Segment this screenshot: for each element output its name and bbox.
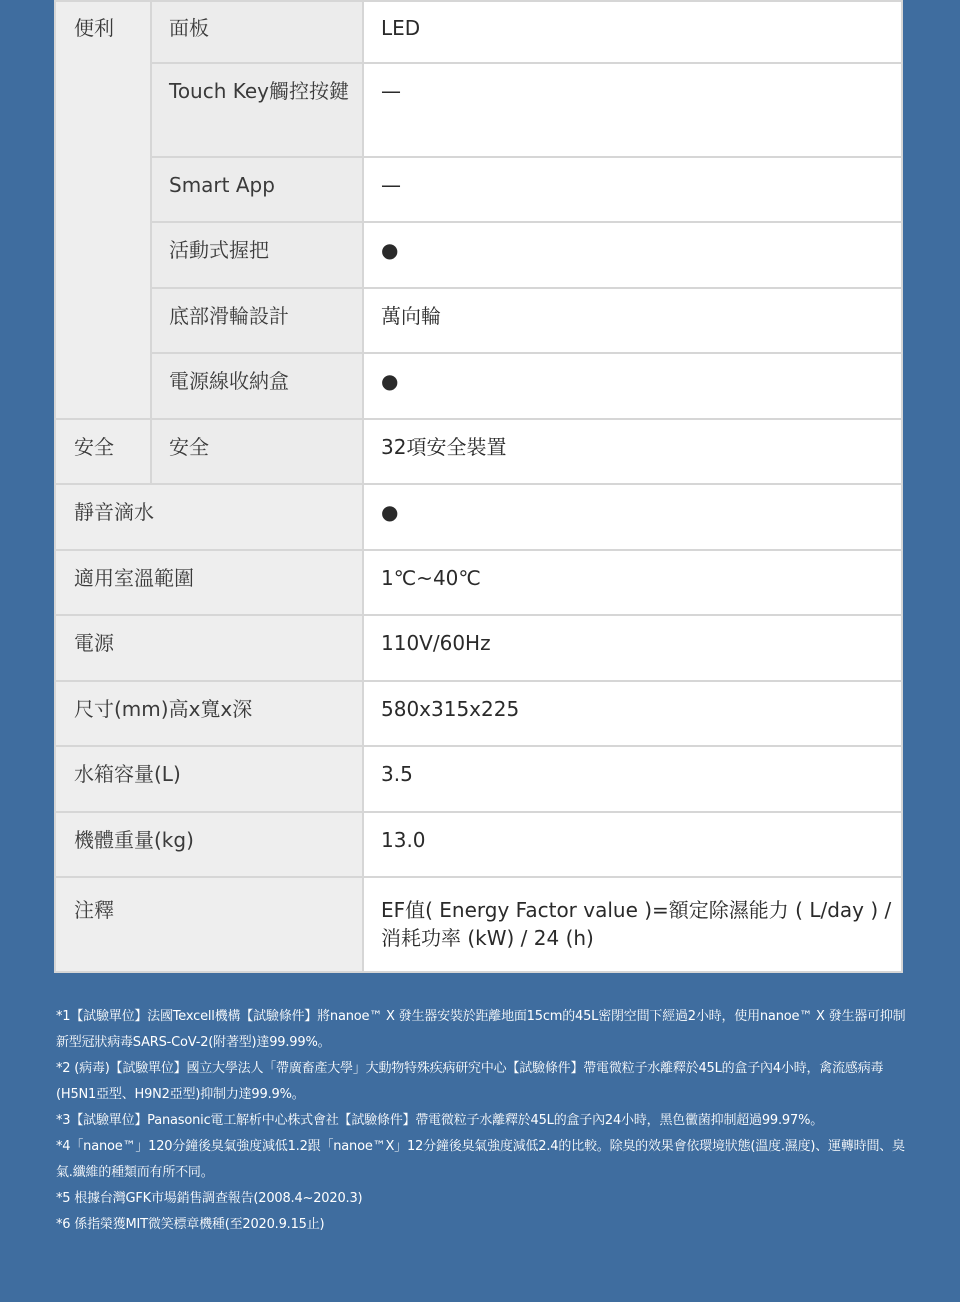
- feature-label: 面板: [151, 1, 363, 63]
- spec-value: 580x315x225: [363, 681, 902, 746]
- spec-label: 機體重量(kg): [55, 812, 363, 877]
- footnote: *6 係指榮獲MIT微笑標章機種(至2020.9.15止): [56, 1217, 325, 1232]
- table-row: [55, 63, 902, 157]
- spec-value: 13.0: [363, 812, 902, 877]
- spec-label: 適用室溫範圍: [55, 550, 363, 615]
- feature-value: —: [363, 157, 902, 222]
- footnote: *5 根據台灣GFK市場銷售調查報告(2008.4~2020.3): [56, 1191, 363, 1206]
- feature-label: 安全: [151, 419, 363, 484]
- table-row: [55, 419, 902, 484]
- feature-label: 底部滑輪設計: [151, 288, 363, 353]
- spec-label: 注釋: [55, 877, 363, 972]
- footnote: *2 (病毒)【試驗單位】國立大學法人「帶廣畜產大學」大動物特殊疾病研究中心【試驗條件】帶電微粒子水離釋於45L的盒子內4小時，禽流感病毒(H5N1亞型、H9N2亞型)抑制力達99.9%。: [56, 1061, 884, 1102]
- footnote: *3【試驗單位】Panasonic電工解析中心株式會社【試驗條件】帶電微粒子水離釋於45L的盒子內24小時，黑色黴菌抑制超過99.97%。: [56, 1113, 824, 1128]
- table-row: [55, 222, 902, 288]
- spec-label: 靜音滴水: [55, 484, 363, 550]
- feature-value: 萬向輪: [363, 288, 902, 353]
- spec-value: 3.5: [363, 746, 902, 812]
- table-row: [55, 746, 902, 812]
- feature-value: —: [363, 63, 902, 157]
- feature-label: Smart App: [151, 157, 363, 222]
- table-row: [55, 681, 902, 746]
- spec-label: 水箱容量(L): [55, 746, 363, 812]
- feature-value: 32項安全裝置: [363, 419, 902, 484]
- spec-value: ●: [363, 484, 902, 550]
- category-convenience: 便利: [55, 1, 151, 419]
- table-row: [55, 615, 902, 681]
- table-row: [55, 353, 902, 419]
- footnote: *4「nanoe™」120分鐘後臭氣強度減低1.2跟「nanoe™X」12分鐘後臭氣強度減低2.4的比較。除臭的效果會依環境狀態(溫度.濕度)、運轉時間、臭氣.纖維的種類而有所不同。: [56, 1139, 905, 1180]
- table-row: [55, 877, 902, 972]
- spec-label: 尺寸(mm)高x寬x深: [55, 681, 363, 746]
- footnote: *1【試驗單位】法國Texcell機構【試驗條件】將nanoe™ X 發生器安裝於距離地面15cm的45L密閉空間下經過2小時，使用nanoe™ X 發生器可抑制新型冠狀病毒SARS-CoV-2(附著型)達99.99%。: [56, 1009, 906, 1050]
- spec-value: EF值( Energy Factor value )=額定除濕能力 ( L/day ) / 消耗功率 (kW) / 24 (h): [363, 877, 902, 972]
- spec-value: 1℃~40℃: [363, 550, 902, 615]
- table-row: [55, 812, 902, 877]
- spec-label: 電源: [55, 615, 363, 681]
- table-row: [55, 157, 902, 222]
- spec-table: [54, 0, 903, 973]
- feature-label: Touch Key觸控按鍵: [151, 63, 363, 157]
- table-row: [55, 1, 902, 63]
- category-safety: 安全: [55, 419, 151, 484]
- table-row: [55, 550, 902, 615]
- footnotes: [56, 1004, 906, 1238]
- feature-value: LED: [363, 1, 902, 63]
- feature-value: ●: [363, 222, 902, 288]
- table-row: [55, 288, 902, 353]
- feature-label: 活動式握把: [151, 222, 363, 288]
- feature-value: ●: [363, 353, 902, 419]
- table-row: [55, 484, 902, 550]
- feature-label: 電源線收納盒: [151, 353, 363, 419]
- spec-value: 110V/60Hz: [363, 615, 902, 681]
